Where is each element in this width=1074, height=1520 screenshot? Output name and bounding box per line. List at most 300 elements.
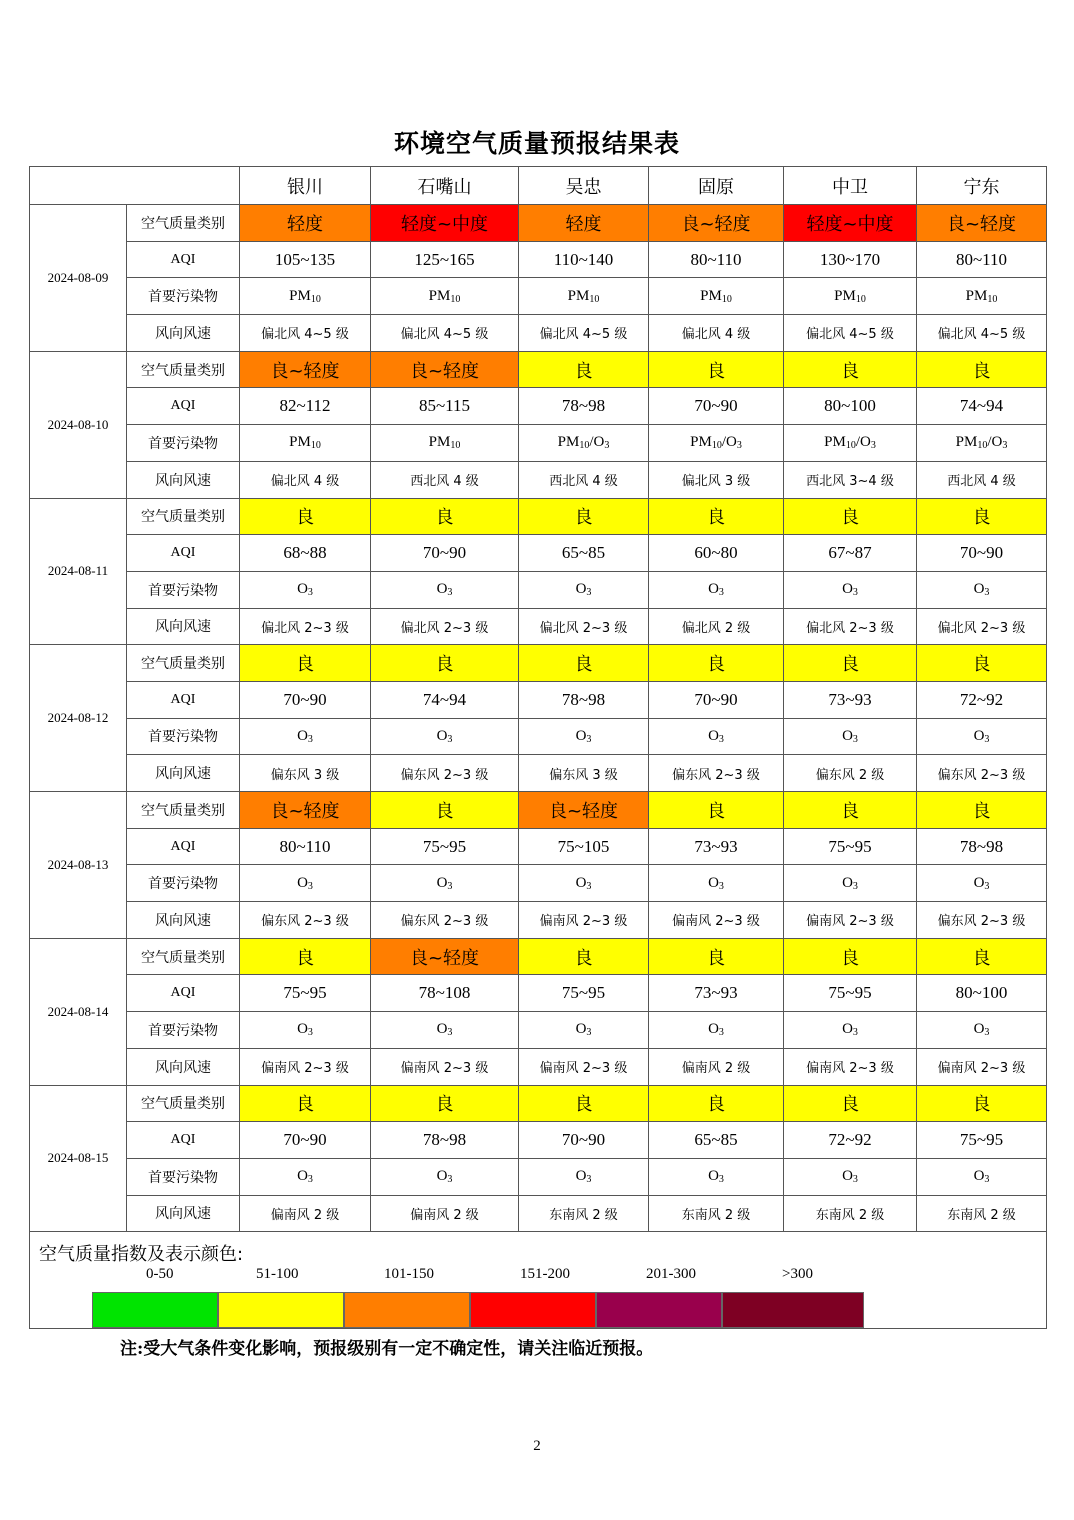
category-cell: 良 bbox=[519, 645, 649, 682]
table-row bbox=[30, 425, 1047, 462]
pollutant-subscript: 3 bbox=[307, 733, 313, 745]
category-cell: 良~轻度 bbox=[371, 938, 519, 975]
category-cell: 良 bbox=[917, 1085, 1047, 1122]
pollutant-cell bbox=[917, 1158, 1047, 1195]
row-label-aqi: AQI bbox=[127, 828, 240, 865]
pollutant-subscript: 3 bbox=[718, 1027, 724, 1039]
aqi-cell: 70~90 bbox=[240, 1122, 371, 1159]
aqi-cell: 65~85 bbox=[649, 1122, 784, 1159]
legend-range-label: >300 bbox=[782, 1266, 813, 1283]
aqi-cell: 67~87 bbox=[784, 535, 917, 572]
pollutant-subscript: 3 bbox=[586, 733, 592, 745]
pollutant-name: O bbox=[973, 1021, 985, 1038]
aqi-cell: 80~100 bbox=[917, 975, 1047, 1012]
wind-cell: 偏北风 4~5 级 bbox=[784, 315, 917, 352]
category-cell: 良 bbox=[917, 792, 1047, 829]
forecast-date: 2024-08-12 bbox=[30, 645, 127, 792]
aqi-cell: 80~110 bbox=[917, 241, 1047, 278]
pollutant-subscript: 10 bbox=[855, 293, 866, 305]
pollutant-subscript: 3 bbox=[447, 1174, 453, 1186]
pollutant-subscript: 3 bbox=[604, 440, 610, 452]
row-label-category: 空气质量类别 bbox=[127, 645, 240, 682]
wind-cell: 偏东风 2~3 级 bbox=[917, 755, 1047, 792]
aqi-cell: 68~88 bbox=[240, 535, 371, 572]
table-row bbox=[30, 975, 1047, 1012]
aqi-cell: 75~95 bbox=[784, 975, 917, 1012]
row-label-wind: 风向风速 bbox=[127, 755, 240, 792]
category-cell: 良 bbox=[649, 1085, 784, 1122]
pollutant-subscript: 10 bbox=[310, 440, 321, 452]
pollutant-subscript: 3 bbox=[852, 733, 858, 745]
aqi-cell: 75~95 bbox=[240, 975, 371, 1012]
aqi-cell: 75~95 bbox=[784, 828, 917, 865]
category-cell: 良 bbox=[240, 645, 371, 682]
pollutant-name: O bbox=[973, 1168, 985, 1185]
category-cell: 良 bbox=[784, 351, 917, 388]
category-cell: 良 bbox=[519, 351, 649, 388]
pollutant-cell bbox=[519, 425, 649, 462]
table-row bbox=[30, 1085, 1047, 1122]
pollutant-cell bbox=[240, 1158, 371, 1195]
aqi-cell: 70~90 bbox=[240, 681, 371, 718]
wind-cell: 东南风 2 级 bbox=[649, 1195, 784, 1232]
pollutant-cell bbox=[649, 571, 784, 608]
legend-color-swatch bbox=[92, 1292, 218, 1328]
category-cell: 良 bbox=[649, 938, 784, 975]
city-header: 石嘴山 bbox=[371, 167, 519, 205]
pollutant-cell bbox=[649, 1158, 784, 1195]
category-cell: 良 bbox=[784, 498, 917, 535]
aqi-cell: 110~140 bbox=[519, 241, 649, 278]
row-label-category: 空气质量类别 bbox=[127, 938, 240, 975]
table-row bbox=[30, 828, 1047, 865]
aqi-cell: 70~90 bbox=[649, 681, 784, 718]
pollutant-subscript: 3 bbox=[852, 1027, 858, 1039]
category-cell: 良 bbox=[371, 645, 519, 682]
row-label-pollutant: 首要污染物 bbox=[127, 1158, 240, 1195]
aqi-cell: 85~115 bbox=[371, 388, 519, 425]
aqi-cell: 72~92 bbox=[784, 1122, 917, 1159]
aqi-cell: 65~85 bbox=[519, 535, 649, 572]
category-cell: 良 bbox=[371, 1085, 519, 1122]
aqi-cell: 72~92 bbox=[917, 681, 1047, 718]
pollutant-cell bbox=[240, 1012, 371, 1049]
row-label-wind: 风向风速 bbox=[127, 902, 240, 939]
pollutant-subscript: 3 bbox=[984, 1174, 990, 1186]
row-label-aqi: AQI bbox=[127, 975, 240, 1012]
wind-cell: 西北风 4 级 bbox=[371, 461, 519, 498]
pollutant-cell bbox=[240, 865, 371, 902]
wind-cell: 偏东风 2~3 级 bbox=[649, 755, 784, 792]
forecast-date: 2024-08-14 bbox=[30, 938, 127, 1085]
table-row bbox=[30, 1012, 1047, 1049]
wind-cell: 东南风 2 级 bbox=[917, 1195, 1047, 1232]
aqi-cell: 70~90 bbox=[519, 1122, 649, 1159]
row-label-wind: 风向风速 bbox=[127, 608, 240, 645]
forecast-date: 2024-08-10 bbox=[30, 351, 127, 498]
pollutant-cell bbox=[371, 425, 519, 462]
pollutant-cell bbox=[784, 571, 917, 608]
category-cell: 良 bbox=[784, 792, 917, 829]
city-header: 中卫 bbox=[784, 167, 917, 205]
legend-range-label: 201-300 bbox=[646, 1266, 696, 1283]
table-row bbox=[30, 608, 1047, 645]
aqi-cell: 78~98 bbox=[519, 388, 649, 425]
pollutant-subscript: 3 bbox=[852, 880, 858, 892]
pollutant-cell bbox=[917, 865, 1047, 902]
pollutant-cell bbox=[240, 571, 371, 608]
pollutant-name: O bbox=[708, 1168, 719, 1185]
pollutant-name: PM bbox=[690, 434, 712, 451]
wind-cell: 偏南风 2 级 bbox=[649, 1048, 784, 1085]
category-cell: 良 bbox=[519, 938, 649, 975]
pollutant-subscript: 3 bbox=[307, 880, 313, 892]
category-cell: 良 bbox=[917, 351, 1047, 388]
row-label-pollutant: 首要污染物 bbox=[127, 1012, 240, 1049]
pollutant-name: O bbox=[436, 581, 448, 598]
table-row bbox=[30, 315, 1047, 352]
row-label-wind: 风向风速 bbox=[127, 315, 240, 352]
pollutant-cell bbox=[519, 1012, 649, 1049]
wind-cell: 偏南风 2~3 级 bbox=[371, 1048, 519, 1085]
pollutant-subscript: 3 bbox=[984, 733, 990, 745]
aqi-cell: 75~95 bbox=[519, 975, 649, 1012]
row-label-pollutant: 首要污染物 bbox=[127, 718, 240, 755]
pollutant-name: O bbox=[575, 874, 587, 891]
legend-color-swatch bbox=[470, 1292, 596, 1328]
wind-cell: 偏北风 4~5 级 bbox=[519, 315, 649, 352]
pollutant-cell bbox=[240, 718, 371, 755]
page-number: 2 bbox=[533, 1438, 541, 1454]
category-cell: 良 bbox=[240, 1085, 371, 1122]
pollutant-name: O bbox=[842, 581, 853, 598]
pollutant-cell bbox=[917, 571, 1047, 608]
category-cell: 良 bbox=[240, 498, 371, 535]
table-row bbox=[30, 388, 1047, 425]
category-cell: 良~轻度 bbox=[649, 205, 784, 242]
pollutant-name: PM bbox=[428, 287, 451, 304]
aqi-cell: 70~90 bbox=[649, 388, 784, 425]
forecast-date: 2024-08-11 bbox=[30, 498, 127, 645]
city-header: 吴忠 bbox=[519, 167, 649, 205]
pollutant-subscript: 10 bbox=[450, 440, 461, 452]
aqi-cell: 82~112 bbox=[240, 388, 371, 425]
pollutant-subscript: 3 bbox=[447, 880, 453, 892]
table-row bbox=[30, 902, 1047, 939]
category-cell: 良~轻度 bbox=[371, 351, 519, 388]
pollutant-name: O bbox=[973, 581, 985, 598]
header-blank-cell bbox=[30, 167, 240, 205]
pollutant-name: O bbox=[842, 1021, 853, 1038]
pollutant-cell bbox=[917, 425, 1047, 462]
pollutant-name: O bbox=[842, 874, 853, 891]
wind-cell: 偏北风 4~5 级 bbox=[917, 315, 1047, 352]
page-title: 环境空气质量预报结果表 bbox=[393, 129, 680, 158]
pollutant-name: /O bbox=[987, 434, 1003, 451]
pollutant-name: PM bbox=[965, 287, 988, 304]
category-cell: 良~轻度 bbox=[240, 351, 371, 388]
pollutant-name: O bbox=[575, 1168, 587, 1185]
row-label-category: 空气质量类别 bbox=[127, 205, 240, 242]
wind-cell: 偏南风 2~3 级 bbox=[240, 1048, 371, 1085]
pollutant-name: /O bbox=[589, 434, 605, 451]
category-cell: 良 bbox=[519, 1085, 649, 1122]
pollutant-name: O bbox=[842, 727, 853, 744]
wind-cell: 偏北风 4~5 级 bbox=[371, 315, 519, 352]
category-cell: 良 bbox=[240, 938, 371, 975]
pollutant-subscript: 3 bbox=[586, 587, 592, 599]
wind-cell: 偏南风 2~3 级 bbox=[784, 1048, 917, 1085]
city-header-row bbox=[30, 167, 1047, 205]
pollutant-subscript: 10 bbox=[589, 293, 600, 305]
wind-cell: 偏南风 2 级 bbox=[371, 1195, 519, 1232]
category-cell: 良 bbox=[784, 938, 917, 975]
wind-cell: 偏南风 2~3 级 bbox=[917, 1048, 1047, 1085]
pollutant-subscript: 10 bbox=[987, 293, 998, 305]
forecast-date: 2024-08-15 bbox=[30, 1085, 127, 1232]
wind-cell: 偏南风 2~3 级 bbox=[519, 1048, 649, 1085]
row-label-category: 空气质量类别 bbox=[127, 498, 240, 535]
wind-cell: 偏东风 2 级 bbox=[784, 755, 917, 792]
table-row bbox=[30, 792, 1047, 829]
pollutant-name: O bbox=[575, 727, 587, 744]
row-label-wind: 风向风速 bbox=[127, 1195, 240, 1232]
row-label-category: 空气质量类别 bbox=[127, 1085, 240, 1122]
pollutant-cell bbox=[240, 278, 371, 315]
pollutant-subscript: 3 bbox=[447, 587, 453, 599]
table-row bbox=[30, 865, 1047, 902]
pollutant-subscript: 3 bbox=[1002, 440, 1008, 452]
wind-cell: 偏东风 3 级 bbox=[519, 755, 649, 792]
row-label-pollutant: 首要污染物 bbox=[127, 425, 240, 462]
legend-range-label: 51-100 bbox=[256, 1266, 299, 1283]
pollutant-subscript: 3 bbox=[586, 1174, 592, 1186]
pollutant-subscript: 3 bbox=[718, 1174, 724, 1186]
wind-cell: 西北风 4 级 bbox=[519, 461, 649, 498]
row-label-aqi: AQI bbox=[127, 681, 240, 718]
pollutant-name: PM bbox=[289, 434, 311, 451]
pollutant-cell bbox=[519, 1158, 649, 1195]
category-cell: 良 bbox=[784, 1085, 917, 1122]
wind-cell: 偏北风 2~3 级 bbox=[784, 608, 917, 645]
pollutant-cell bbox=[649, 865, 784, 902]
wind-cell: 偏东风 3 级 bbox=[240, 755, 371, 792]
pollutant-name: O bbox=[436, 1168, 448, 1185]
aqi-cell: 130~170 bbox=[784, 241, 917, 278]
row-label-pollutant: 首要污染物 bbox=[127, 865, 240, 902]
wind-cell: 西北风 3~4 级 bbox=[784, 461, 917, 498]
forecast-note: 注:受大气条件变化影响，预报级别有一定不确定性，请关注临近预报。 bbox=[120, 1339, 654, 1359]
pollutant-name: PM bbox=[567, 287, 590, 304]
aqi-cell: 74~94 bbox=[371, 681, 519, 718]
pollutant-subscript: 3 bbox=[586, 1027, 592, 1039]
pollutant-name: O bbox=[297, 1168, 308, 1185]
city-header: 宁东 bbox=[917, 167, 1047, 205]
pollutant-cell bbox=[917, 718, 1047, 755]
pollutant-subscript: 3 bbox=[307, 1027, 313, 1039]
pollutant-subscript: 3 bbox=[447, 733, 453, 745]
aqi-cell: 75~95 bbox=[917, 1122, 1047, 1159]
pollutant-name: O bbox=[436, 874, 448, 891]
table-row bbox=[30, 645, 1047, 682]
pollutant-cell bbox=[371, 1158, 519, 1195]
wind-cell: 偏东风 2~3 级 bbox=[371, 755, 519, 792]
pollutant-subscript: 3 bbox=[984, 880, 990, 892]
aqi-cell: 73~93 bbox=[649, 975, 784, 1012]
category-cell: 良 bbox=[371, 498, 519, 535]
table-row bbox=[30, 1158, 1047, 1195]
category-cell: 轻度~中度 bbox=[371, 205, 519, 242]
pollutant-name: PM bbox=[428, 434, 451, 451]
category-cell: 良 bbox=[917, 645, 1047, 682]
aqi-cell: 75~105 bbox=[519, 828, 649, 865]
table-row bbox=[30, 1195, 1047, 1232]
wind-cell: 偏北风 2 级 bbox=[649, 608, 784, 645]
wind-cell: 西北风 4 级 bbox=[917, 461, 1047, 498]
category-cell: 轻度~中度 bbox=[784, 205, 917, 242]
legend-range-label: 0-50 bbox=[146, 1266, 174, 1283]
aqi-cell: 74~94 bbox=[917, 388, 1047, 425]
category-cell: 良 bbox=[649, 645, 784, 682]
pollutant-name: O bbox=[842, 1168, 853, 1185]
pollutant-name: O bbox=[575, 581, 587, 598]
pollutant-subscript: 3 bbox=[736, 440, 742, 452]
aqi-cell: 125~165 bbox=[371, 241, 519, 278]
wind-cell: 偏南风 2~3 级 bbox=[519, 902, 649, 939]
pollutant-cell bbox=[371, 1012, 519, 1049]
table-row bbox=[30, 718, 1047, 755]
pollutant-subscript: 3 bbox=[984, 587, 990, 599]
pollutant-cell bbox=[371, 571, 519, 608]
pollutant-name: O bbox=[708, 581, 719, 598]
pollutant-name: O bbox=[297, 727, 308, 744]
pollutant-subscript: 10 bbox=[977, 440, 988, 452]
table-row bbox=[30, 571, 1047, 608]
pollutant-cell bbox=[649, 1012, 784, 1049]
pollutant-cell bbox=[784, 1158, 917, 1195]
row-label-pollutant: 首要污染物 bbox=[127, 278, 240, 315]
forecast-table bbox=[29, 166, 1047, 1329]
category-cell: 轻度 bbox=[519, 205, 649, 242]
pollutant-subscript: 3 bbox=[718, 880, 724, 892]
wind-cell: 偏南风 2~3 级 bbox=[649, 902, 784, 939]
category-cell: 良 bbox=[649, 498, 784, 535]
wind-cell: 偏东风 2~3 级 bbox=[917, 902, 1047, 939]
pollutant-name: PM bbox=[557, 434, 580, 451]
table-row bbox=[30, 241, 1047, 278]
pollutant-name: O bbox=[708, 1021, 719, 1038]
table-row bbox=[30, 755, 1047, 792]
legend-color-swatch bbox=[722, 1292, 864, 1328]
pollutant-cell bbox=[649, 718, 784, 755]
pollutant-name: O bbox=[708, 727, 719, 744]
pollutant-name: O bbox=[297, 1021, 308, 1038]
category-cell: 良 bbox=[519, 498, 649, 535]
pollutant-subscript: 3 bbox=[852, 1174, 858, 1186]
pollutant-subscript: 10 bbox=[310, 293, 321, 305]
table-row bbox=[30, 351, 1047, 388]
row-label-wind: 风向风速 bbox=[127, 461, 240, 498]
forecast-date: 2024-08-13 bbox=[30, 792, 127, 939]
pollutant-name: /O bbox=[721, 434, 737, 451]
table-row bbox=[30, 1122, 1047, 1159]
pollutant-cell bbox=[917, 1012, 1047, 1049]
wind-cell: 偏南风 2~3 级 bbox=[784, 902, 917, 939]
pollutant-subscript: 10 bbox=[711, 440, 722, 452]
pollutant-name: PM bbox=[955, 434, 978, 451]
row-label-pollutant: 首要污染物 bbox=[127, 571, 240, 608]
pollutant-cell bbox=[784, 1012, 917, 1049]
category-cell: 良 bbox=[784, 645, 917, 682]
pollutant-cell bbox=[784, 718, 917, 755]
aqi-cell: 105~135 bbox=[240, 241, 371, 278]
category-cell: 良 bbox=[649, 351, 784, 388]
legend-color-swatch bbox=[218, 1292, 344, 1328]
pollutant-name: O bbox=[436, 727, 448, 744]
table-row bbox=[30, 278, 1047, 315]
aqi-cell: 78~98 bbox=[917, 828, 1047, 865]
pollutant-cell bbox=[519, 571, 649, 608]
pollutant-cell bbox=[371, 278, 519, 315]
pollutant-name: O bbox=[708, 874, 719, 891]
row-label-category: 空气质量类别 bbox=[127, 351, 240, 388]
category-cell: 良~轻度 bbox=[519, 792, 649, 829]
pollutant-cell bbox=[519, 718, 649, 755]
pollutant-subscript: 10 bbox=[721, 293, 732, 305]
wind-cell: 偏北风 2~3 级 bbox=[519, 608, 649, 645]
row-label-category: 空气质量类别 bbox=[127, 792, 240, 829]
pollutant-name: PM bbox=[824, 434, 846, 451]
wind-cell: 偏北风 2~3 级 bbox=[240, 608, 371, 645]
pollutant-cell bbox=[240, 425, 371, 462]
table-row bbox=[30, 535, 1047, 572]
pollutant-subscript: 3 bbox=[447, 1027, 453, 1039]
wind-cell: 偏北风 4 级 bbox=[649, 315, 784, 352]
pollutant-cell bbox=[519, 865, 649, 902]
legend-color-swatch bbox=[344, 1292, 470, 1328]
wind-cell: 偏北风 3 级 bbox=[649, 461, 784, 498]
wind-cell: 偏北风 2~3 级 bbox=[917, 608, 1047, 645]
aqi-cell: 70~90 bbox=[917, 535, 1047, 572]
aqi-cell: 78~98 bbox=[371, 1122, 519, 1159]
pollutant-subscript: 3 bbox=[307, 1174, 313, 1186]
wind-cell: 东南风 2 级 bbox=[519, 1195, 649, 1232]
pollutant-cell bbox=[371, 718, 519, 755]
pollutant-cell bbox=[649, 278, 784, 315]
wind-cell: 偏北风 4~5 级 bbox=[240, 315, 371, 352]
pollutant-cell bbox=[784, 865, 917, 902]
pollutant-subscript: 10 bbox=[579, 440, 590, 452]
pollutant-name: PM bbox=[289, 287, 311, 304]
category-cell: 良 bbox=[917, 938, 1047, 975]
row-label-aqi: AQI bbox=[127, 535, 240, 572]
table-row bbox=[30, 461, 1047, 498]
pollutant-subscript: 3 bbox=[586, 880, 592, 892]
pollutant-name: PM bbox=[834, 287, 856, 304]
pollutant-name: O bbox=[436, 1021, 448, 1038]
pollutant-name: /O bbox=[855, 434, 871, 451]
row-label-wind: 风向风速 bbox=[127, 1048, 240, 1085]
category-cell: 轻度 bbox=[240, 205, 371, 242]
pollutant-cell bbox=[917, 278, 1047, 315]
aqi-cell: 78~98 bbox=[519, 681, 649, 718]
category-cell: 良 bbox=[649, 792, 784, 829]
wind-cell: 偏北风 4 级 bbox=[240, 461, 371, 498]
table-row bbox=[30, 681, 1047, 718]
category-cell: 良 bbox=[917, 498, 1047, 535]
pollutant-subscript: 3 bbox=[870, 440, 876, 452]
pollutant-subscript: 3 bbox=[852, 587, 858, 599]
